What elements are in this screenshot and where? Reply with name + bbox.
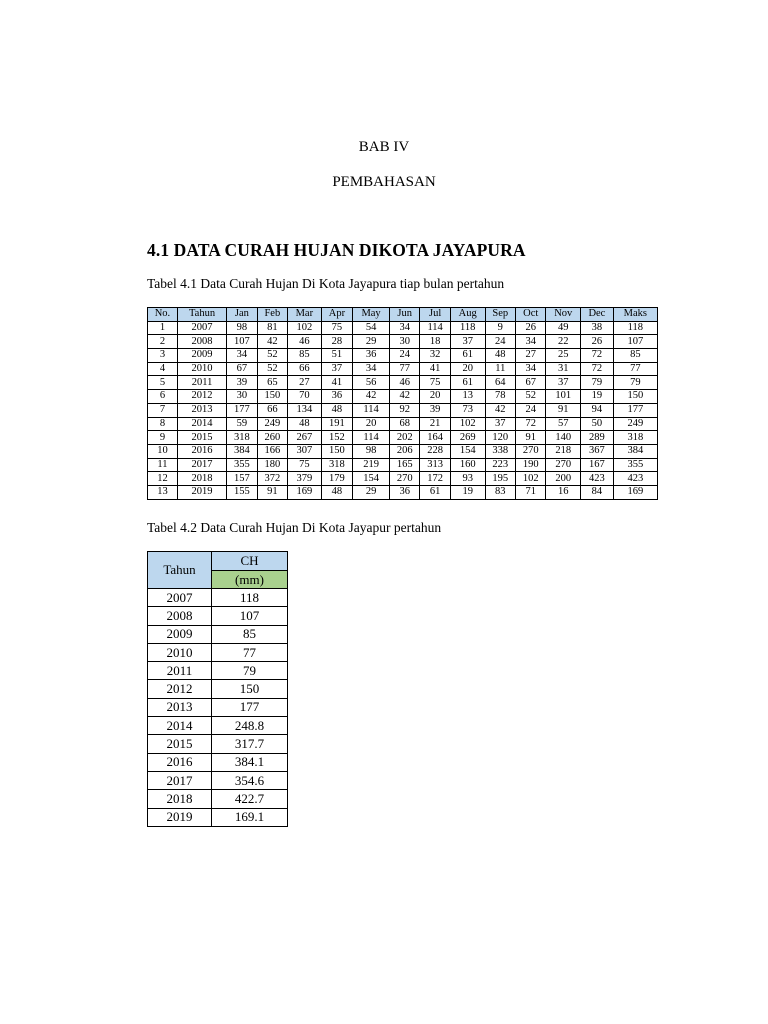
table-row <box>148 698 288 716</box>
table1-cell: 84 <box>581 485 614 499</box>
table2-ch-cell: 354.6 <box>212 771 288 789</box>
table1-cell: 30 <box>227 390 257 404</box>
table1-cell: 318 <box>227 431 257 445</box>
table1-cell: 2011 <box>177 376 226 390</box>
table1-cell: 157 <box>227 472 257 486</box>
table1-header-cell: Aug <box>450 308 485 322</box>
table2-header-year: Tahun <box>148 552 212 589</box>
table1-cell: 102 <box>288 321 322 335</box>
table1-cell: 140 <box>546 431 581 445</box>
table-row <box>148 417 658 431</box>
table1-cell: 79 <box>613 376 657 390</box>
table1-cell: 423 <box>581 472 614 486</box>
table1-cell: 195 <box>485 472 515 486</box>
table1-cell: 4 <box>148 362 178 376</box>
table1-cell: 61 <box>450 349 485 363</box>
table1-cell: 37 <box>450 335 485 349</box>
table1-cell: 269 <box>450 431 485 445</box>
table1-cell: 355 <box>613 458 657 472</box>
table1-cell: 160 <box>450 458 485 472</box>
table2-ch-cell: 79 <box>212 662 288 680</box>
table1-cell: 13 <box>450 390 485 404</box>
table1-cell: 11 <box>148 458 178 472</box>
table1-cell: 169 <box>613 485 657 499</box>
table1-caption: Tabel 4.1 Data Curah Hujan Di Kota Jayapura tiap bulan pertahun <box>147 276 505 291</box>
table1-cell: 49 <box>546 321 581 335</box>
table1-cell: 102 <box>515 472 545 486</box>
table1-cell: 64 <box>485 376 515 390</box>
table1-cell: 34 <box>389 321 419 335</box>
table1-cell: 91 <box>515 431 545 445</box>
table1-cell: 56 <box>353 376 390 390</box>
table1-cell: 34 <box>515 335 545 349</box>
table2-year-cell: 2017 <box>148 771 212 789</box>
table1-cell: 30 <box>389 335 419 349</box>
table1-header-cell: Sep <box>485 308 515 322</box>
table1-cell: 72 <box>581 349 614 363</box>
table1-cell: 25 <box>546 349 581 363</box>
table1-cell: 260 <box>257 431 287 445</box>
table1-cell: 118 <box>613 321 657 335</box>
table1-body <box>148 321 658 499</box>
table1-header-cell: No. <box>148 308 178 322</box>
table1-cell: 72 <box>581 362 614 376</box>
table1-cell: 98 <box>227 321 257 335</box>
table1-cell: 37 <box>546 376 581 390</box>
table2-ch-cell: 177 <box>212 698 288 716</box>
table2-ch-cell: 317.7 <box>212 735 288 753</box>
table1-header-cell: Dec <box>581 308 614 322</box>
table2-ch-cell: 150 <box>212 680 288 698</box>
table-row <box>148 753 288 771</box>
table1-cell: 114 <box>353 431 390 445</box>
table2-ch-cell: 384.1 <box>212 753 288 771</box>
table-row <box>148 625 288 643</box>
table1-cell: 11 <box>485 362 515 376</box>
table1-cell: 61 <box>450 376 485 390</box>
table1-cell: 51 <box>321 349 353 363</box>
table1-cell: 219 <box>353 458 390 472</box>
table1-cell: 166 <box>257 444 287 458</box>
table1-cell: 7 <box>148 403 178 417</box>
table1-cell: 22 <box>546 335 581 349</box>
table-row <box>148 390 658 404</box>
table1-cell: 48 <box>321 485 353 499</box>
table1-cell: 114 <box>353 403 390 417</box>
table1-cell: 37 <box>485 417 515 431</box>
table1-header-cell: Jun <box>389 308 419 322</box>
table1-cell: 72 <box>515 417 545 431</box>
table1-cell: 118 <box>450 321 485 335</box>
table1-cell: 75 <box>321 321 353 335</box>
table1-cell: 423 <box>613 472 657 486</box>
table1-cell: 313 <box>420 458 450 472</box>
table1-cell: 152 <box>321 431 353 445</box>
table1-cell: 372 <box>257 472 287 486</box>
table1-cell: 34 <box>353 362 390 376</box>
table1-cell: 2015 <box>177 431 226 445</box>
table1-cell: 36 <box>353 349 390 363</box>
table1-cell: 36 <box>389 485 419 499</box>
table1-header-cell: Jan <box>227 308 257 322</box>
table2-ch-cell: 107 <box>212 607 288 625</box>
table1-cell: 114 <box>420 321 450 335</box>
table-row <box>148 589 288 607</box>
table1-cell: 65 <box>257 376 287 390</box>
table2-ch-cell: 422.7 <box>212 790 288 808</box>
table1-cell: 85 <box>288 349 322 363</box>
table1-cell: 48 <box>321 403 353 417</box>
table1-cell: 379 <box>288 472 322 486</box>
table1-cell: 70 <box>288 390 322 404</box>
table1-cell: 59 <box>227 417 257 431</box>
table1-cell: 78 <box>485 390 515 404</box>
table-row <box>148 790 288 808</box>
table1-cell: 38 <box>581 321 614 335</box>
table1-cell: 26 <box>581 335 614 349</box>
table1-cell: 177 <box>613 403 657 417</box>
table1-cell: 318 <box>321 458 353 472</box>
table1-cell: 93 <box>450 472 485 486</box>
table1-cell: 2 <box>148 335 178 349</box>
table1-cell: 2014 <box>177 417 226 431</box>
table1-cell: 200 <box>546 472 581 486</box>
table1-cell: 249 <box>257 417 287 431</box>
table1-cell: 172 <box>420 472 450 486</box>
table1-cell: 27 <box>288 376 322 390</box>
table1-cell: 206 <box>389 444 419 458</box>
table1-cell: 355 <box>227 458 257 472</box>
table1-cell: 42 <box>353 390 390 404</box>
table1-cell: 75 <box>420 376 450 390</box>
table1-cell: 31 <box>546 362 581 376</box>
table2-year-cell: 2011 <box>148 662 212 680</box>
table1-header-cell: Feb <box>257 308 287 322</box>
table1-cell: 20 <box>353 417 390 431</box>
table1-cell: 91 <box>546 403 581 417</box>
table1-cell: 150 <box>613 390 657 404</box>
table1-cell: 154 <box>450 444 485 458</box>
table1-cell: 39 <box>420 403 450 417</box>
table1-cell: 28 <box>321 335 353 349</box>
table2-year-cell: 2019 <box>148 808 212 826</box>
table1-cell: 267 <box>288 431 322 445</box>
table1-cell: 24 <box>485 335 515 349</box>
table1-cell: 36 <box>321 390 353 404</box>
table1-cell: 164 <box>420 431 450 445</box>
table1-cell: 270 <box>389 472 419 486</box>
table2-year-cell: 2007 <box>148 589 212 607</box>
table1-cell: 34 <box>515 362 545 376</box>
table1-cell: 50 <box>581 417 614 431</box>
table1-cell: 13 <box>148 485 178 499</box>
table1-cell: 19 <box>450 485 485 499</box>
table1-cell: 94 <box>581 403 614 417</box>
table1-cell: 67 <box>515 376 545 390</box>
table1-header-cell: Jul <box>420 308 450 322</box>
table2-year-cell: 2018 <box>148 790 212 808</box>
table1-cell: 73 <box>450 403 485 417</box>
table1-cell: 367 <box>581 444 614 458</box>
table1-cell: 202 <box>389 431 419 445</box>
table1-cell: 6 <box>148 390 178 404</box>
table1-cell: 24 <box>389 349 419 363</box>
table1-cell: 61 <box>420 485 450 499</box>
table2-year-cell: 2013 <box>148 698 212 716</box>
table1-cell: 9 <box>485 321 515 335</box>
table1-cell: 8 <box>148 417 178 431</box>
table1-cell: 39 <box>227 376 257 390</box>
table1-cell: 223 <box>485 458 515 472</box>
table1-cell: 180 <box>257 458 287 472</box>
table-row <box>148 485 658 499</box>
table1-header-row <box>148 308 658 322</box>
table1-cell: 9 <box>148 431 178 445</box>
table1-cell: 34 <box>227 349 257 363</box>
table1-cell: 2016 <box>177 444 226 458</box>
table1-cell: 167 <box>581 458 614 472</box>
table1-cell: 270 <box>515 444 545 458</box>
table1-cell: 2009 <box>177 349 226 363</box>
section-heading: 4.1 DATA CURAH HUJAN DIKOTA JAYAPURA <box>147 240 526 260</box>
table1-cell: 2008 <box>177 335 226 349</box>
table1-cell: 29 <box>353 485 390 499</box>
table1-cell: 107 <box>613 335 657 349</box>
chapter-title: PEMBAHASAN <box>332 174 436 190</box>
table-row <box>148 680 288 698</box>
table-row <box>148 717 288 735</box>
table2-ch-cell: 169.1 <box>212 808 288 826</box>
table1-cell: 32 <box>420 349 450 363</box>
table-row <box>148 643 288 661</box>
table-row <box>148 458 658 472</box>
table1-cell: 66 <box>288 362 322 376</box>
table1-cell: 83 <box>485 485 515 499</box>
table1-cell: 318 <box>613 431 657 445</box>
table1-cell: 120 <box>485 431 515 445</box>
table2-year-cell: 2014 <box>148 717 212 735</box>
table1-cell: 190 <box>515 458 545 472</box>
table1-cell: 249 <box>613 417 657 431</box>
table1-cell: 16 <box>546 485 581 499</box>
table1-cell: 29 <box>353 335 390 349</box>
table1-cell: 85 <box>613 349 657 363</box>
table1-cell: 177 <box>227 403 257 417</box>
table1-cell: 48 <box>288 417 322 431</box>
table1-cell: 41 <box>321 376 353 390</box>
table1-cell: 21 <box>420 417 450 431</box>
table1-cell: 37 <box>321 362 353 376</box>
table-row <box>148 735 288 753</box>
table1-cell: 2018 <box>177 472 226 486</box>
table1-cell: 27 <box>515 349 545 363</box>
table2-year-cell: 2009 <box>148 625 212 643</box>
table1-header-cell: Nov <box>546 308 581 322</box>
table-row <box>148 403 658 417</box>
table1-cell: 384 <box>227 444 257 458</box>
table1-cell: 2012 <box>177 390 226 404</box>
table1-cell: 98 <box>353 444 390 458</box>
table1-cell: 5 <box>148 376 178 390</box>
table2-ch-cell: 85 <box>212 625 288 643</box>
table2-header-unit: (mm) <box>212 571 288 589</box>
annual-rainfall-table <box>147 551 288 827</box>
table2-year-cell: 2010 <box>148 643 212 661</box>
table2-ch-cell: 77 <box>212 643 288 661</box>
table2-year-cell: 2016 <box>148 753 212 771</box>
table1-cell: 66 <box>257 403 287 417</box>
table1-cell: 102 <box>450 417 485 431</box>
table1-cell: 228 <box>420 444 450 458</box>
table-row <box>148 444 658 458</box>
table1-cell: 338 <box>485 444 515 458</box>
table-row <box>148 321 658 335</box>
table1-cell: 71 <box>515 485 545 499</box>
table1-cell: 46 <box>389 376 419 390</box>
table1-cell: 42 <box>485 403 515 417</box>
monthly-rainfall-table <box>147 307 658 500</box>
table1-cell: 289 <box>581 431 614 445</box>
table1-cell: 46 <box>288 335 322 349</box>
table-row <box>148 431 658 445</box>
table1-cell: 169 <box>288 485 322 499</box>
table2-ch-cell: 118 <box>212 589 288 607</box>
table1-cell: 2013 <box>177 403 226 417</box>
table1-cell: 54 <box>353 321 390 335</box>
table1-cell: 101 <box>546 390 581 404</box>
table1-cell: 42 <box>389 390 419 404</box>
table2-header-ch: CH <box>212 552 288 571</box>
table1-cell: 150 <box>321 444 353 458</box>
table2-caption: Tabel 4.2 Data Curah Hujan Di Kota Jayapur pertahun <box>147 520 442 535</box>
table1-cell: 154 <box>353 472 390 486</box>
table1-cell: 79 <box>581 376 614 390</box>
table1-cell: 42 <box>257 335 287 349</box>
table-row <box>148 662 288 680</box>
table-row <box>148 349 658 363</box>
table1-cell: 10 <box>148 444 178 458</box>
table1-cell: 191 <box>321 417 353 431</box>
table1-header-cell: Apr <box>321 308 353 322</box>
table1-cell: 107 <box>227 335 257 349</box>
table2-body <box>148 589 288 827</box>
table1-cell: 20 <box>420 390 450 404</box>
table2-header-row <box>148 552 288 571</box>
table1-cell: 218 <box>546 444 581 458</box>
table1-cell: 155 <box>227 485 257 499</box>
table1-cell: 52 <box>257 362 287 376</box>
table1-cell: 2017 <box>177 458 226 472</box>
table1-cell: 12 <box>148 472 178 486</box>
table1-cell: 1 <box>148 321 178 335</box>
table1-cell: 57 <box>546 417 581 431</box>
table1-cell: 384 <box>613 444 657 458</box>
table1-cell: 2019 <box>177 485 226 499</box>
table2-year-cell: 2012 <box>148 680 212 698</box>
table1-cell: 165 <box>389 458 419 472</box>
table1-cell: 270 <box>546 458 581 472</box>
table1-cell: 77 <box>389 362 419 376</box>
table1-cell: 18 <box>420 335 450 349</box>
table1-cell: 81 <box>257 321 287 335</box>
table1-header-cell: Tahun <box>177 308 226 322</box>
table1-cell: 77 <box>613 362 657 376</box>
table1-cell: 67 <box>227 362 257 376</box>
table1-cell: 307 <box>288 444 322 458</box>
chapter-number: BAB IV <box>358 139 410 155</box>
table1-cell: 41 <box>420 362 450 376</box>
table1-cell: 2007 <box>177 321 226 335</box>
table-row <box>148 362 658 376</box>
table1-cell: 20 <box>450 362 485 376</box>
table2-ch-cell: 248.8 <box>212 717 288 735</box>
table-row <box>148 335 658 349</box>
table1-cell: 75 <box>288 458 322 472</box>
table1-cell: 52 <box>515 390 545 404</box>
table1-cell: 68 <box>389 417 419 431</box>
table-row <box>148 472 658 486</box>
table1-cell: 24 <box>515 403 545 417</box>
table1-cell: 48 <box>485 349 515 363</box>
table1-header-cell: May <box>353 308 390 322</box>
table1-cell: 92 <box>389 403 419 417</box>
table2-year-cell: 2008 <box>148 607 212 625</box>
table2-year-cell: 2015 <box>148 735 212 753</box>
table1-cell: 91 <box>257 485 287 499</box>
table-row <box>148 607 288 625</box>
table1-header-cell: Mar <box>288 308 322 322</box>
table1-cell: 2010 <box>177 362 226 376</box>
table-row <box>148 808 288 826</box>
table1-cell: 3 <box>148 349 178 363</box>
table1-cell: 19 <box>581 390 614 404</box>
table-row <box>148 771 288 789</box>
table-row <box>148 376 658 390</box>
table1-cell: 150 <box>257 390 287 404</box>
table1-cell: 26 <box>515 321 545 335</box>
table1-cell: 134 <box>288 403 322 417</box>
table1-header-cell: Oct <box>515 308 545 322</box>
table1-cell: 179 <box>321 472 353 486</box>
table1-header-cell: Maks <box>613 308 657 322</box>
table1-cell: 52 <box>257 349 287 363</box>
